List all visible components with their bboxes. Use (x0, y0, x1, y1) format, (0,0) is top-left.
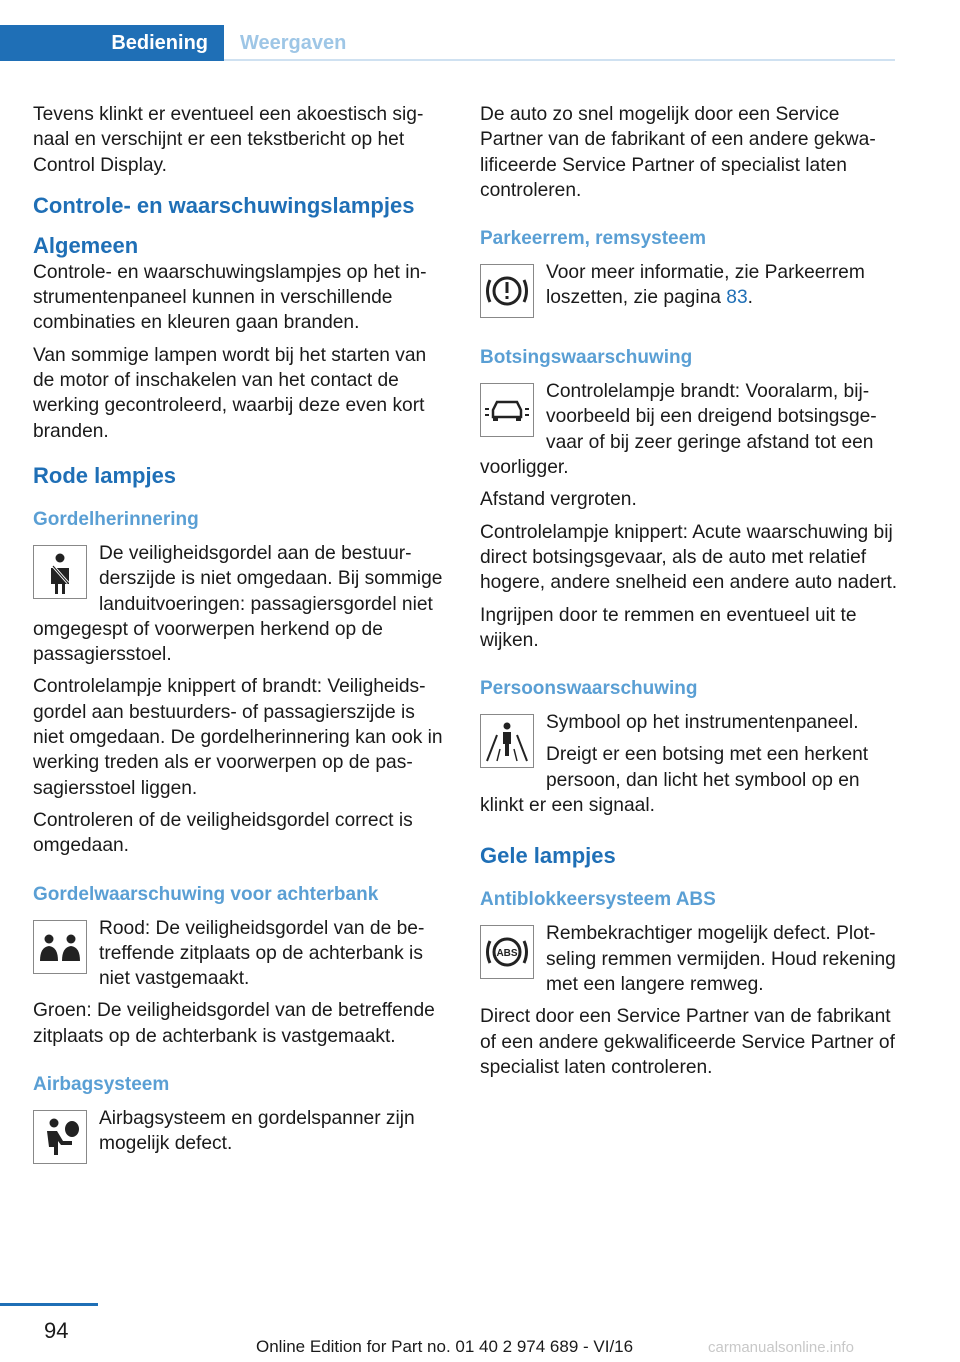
watermark: carmanualsonline.info (708, 1339, 854, 1356)
right-intro-paragraph: De auto zo snel mogelijk door een Service Partner van de fabrikant of een andere gekwalificeerde Service Partner of specialist laten controleren. (480, 104, 876, 201)
airbag-icon (33, 1110, 87, 1164)
heading-gele-lampjes: Gele lampjes (480, 843, 616, 869)
collision-warning-icon (480, 383, 534, 437)
tab-bediening[interactable]: Bediening (0, 25, 224, 61)
achterbank-block (33, 916, 451, 992)
gordel-paragraph-2: Controlelampje knippert of brandt: Veiligheidsgordel aan bestuurders- of passagierszijde is niet omgedaan. De gordelherinnering kan ook in werking treden als er voorwerpen op de passagiersstoel liggen. (33, 676, 443, 799)
parkeer-block (480, 260, 898, 322)
botsing-block (480, 379, 898, 480)
algemeen-paragraph-1: Controle- en waarschuwingslampjes op het instrumentenpaneel kunnen in verschillende combinaties en kleuren gaan branden. (33, 261, 427, 334)
persoon-block (480, 710, 898, 818)
parkeer-period: . (747, 287, 753, 309)
intro-paragraph: Tevens klinkt er eventueel een akoestisch signaal en verschijnt er een tekstbericht op het Control Display. (33, 104, 424, 176)
persoon-paragraph-2: Dreigt er een botsing met een herkent persoon, dan licht het symbool op en klinkt er een signaal. (480, 744, 869, 817)
botsing-paragraph-1: Controlelampje brandt: Vooralarm, bijvoorbeeld bij een dreigend botsingsgevaar of bij zeer geringe afstand tot een voorligger. (480, 381, 877, 479)
abs-paragraph-2: Direct door een Service Partner van de fabrikant of een andere gekwalificeerde Service Partner of specialist laten controleren. (480, 1006, 895, 1078)
botsing-paragraph-4: Ingrijpen door te remmen en eventueel uit te wijken. (480, 604, 857, 651)
page-link-83[interactable]: 83 (726, 287, 748, 309)
left-column (33, 102, 451, 1168)
gordel-paragraph-3: Controleren of de veiligheidsgordel correct is omgedaan. (33, 809, 413, 857)
botsing-paragraph-3: Controlelampje knippert: Acute waarschuwing bij direct botsingsgevaar, als de auto met relatief hogere, andere snelheid een andere auto nadert. (480, 521, 898, 594)
pedestrian-warning-icon (480, 714, 534, 768)
rear-seatbelt-icon (33, 920, 87, 974)
parking-brake-icon (480, 264, 534, 318)
abs-icon (480, 925, 534, 979)
persoon-paragraph-1: Symbool op het instrumentenpaneel. (546, 712, 859, 734)
achterbank-paragraph-2: Groen: De veiligheidsgordel van de betreffende zitplaats op de achterbank is vastgemaakt. (33, 1000, 435, 1047)
heading-gordelherinnering: Gordelherinnering (33, 508, 199, 530)
achterbank-paragraph-1: Rood: De veiligheidsgordel van de betreffende zitplaats op de achterbank is niet vastgemaakt. (99, 917, 425, 990)
airbag-paragraph: Airbagsysteem en gordelspanner zijn mogelijk defect. (99, 1108, 415, 1155)
heading-parkeerrem: Parkeerrem, remsysteem (480, 228, 707, 250)
heading-gordelwaarschuwing-achterbank: Gordelwaarschuwing voor achterbank (33, 883, 379, 905)
algemeen-paragraph-2: Van sommige lampen wordt bij het starten van de motor of inschakelen van het contact de werking gecontroleerd, waarbij deze even kort branden. (33, 344, 427, 442)
tab-underline (224, 59, 895, 61)
abs-paragraph-1: Rembekrachtiger mogelijk defect. Plotseling remmen vermijden. Houd rekening met een langere remweg. (546, 923, 896, 995)
heading-abs: Antiblokkeersysteem ABS (480, 889, 716, 911)
heading-airbagsysteem: Airbagsysteem (33, 1074, 170, 1096)
gordel-paragraph-1: De veiligheidsgordel aan de bestuurderszijde is niet omgedaan. Bij sommige landuitvoeringen: passagiersgordel niet omgegespt of voorwerpen herkend op de passagiersstoel. (33, 542, 443, 666)
gordel-block (33, 541, 451, 667)
chapter-tabs (0, 25, 895, 61)
abs-icon-label: ABS (496, 948, 518, 960)
heading-persoonswaarschuwing: Persoonswaarschuwing (480, 678, 698, 700)
footer-rule (0, 1303, 98, 1306)
heading-rode-lampjes: Rode lampjes (33, 462, 177, 488)
airbag-block (33, 1106, 451, 1157)
parkeer-text: Voor meer informatie, zie Parkeerrem loszetten, zie pagina (546, 262, 865, 309)
edition-footer: Online Edition for Part no. 01 40 2 974 689 - VI/16 (256, 1337, 634, 1356)
tab-weergaven[interactable]: Weergaven (240, 32, 347, 54)
section-title: Controle- en waarschuwingslampjes (33, 192, 415, 218)
parkeer-paragraph (480, 260, 898, 311)
right-column (480, 102, 898, 1087)
abs-block (480, 921, 898, 997)
heading-algemeen: Algemeen (33, 232, 139, 258)
heading-botsingswaarschuwing: Botsingswaarschuwing (480, 347, 693, 369)
seatbelt-icon (33, 545, 87, 599)
botsing-paragraph-2: Afstand vergroten. (480, 489, 637, 511)
page-number: 94 (44, 1318, 69, 1343)
